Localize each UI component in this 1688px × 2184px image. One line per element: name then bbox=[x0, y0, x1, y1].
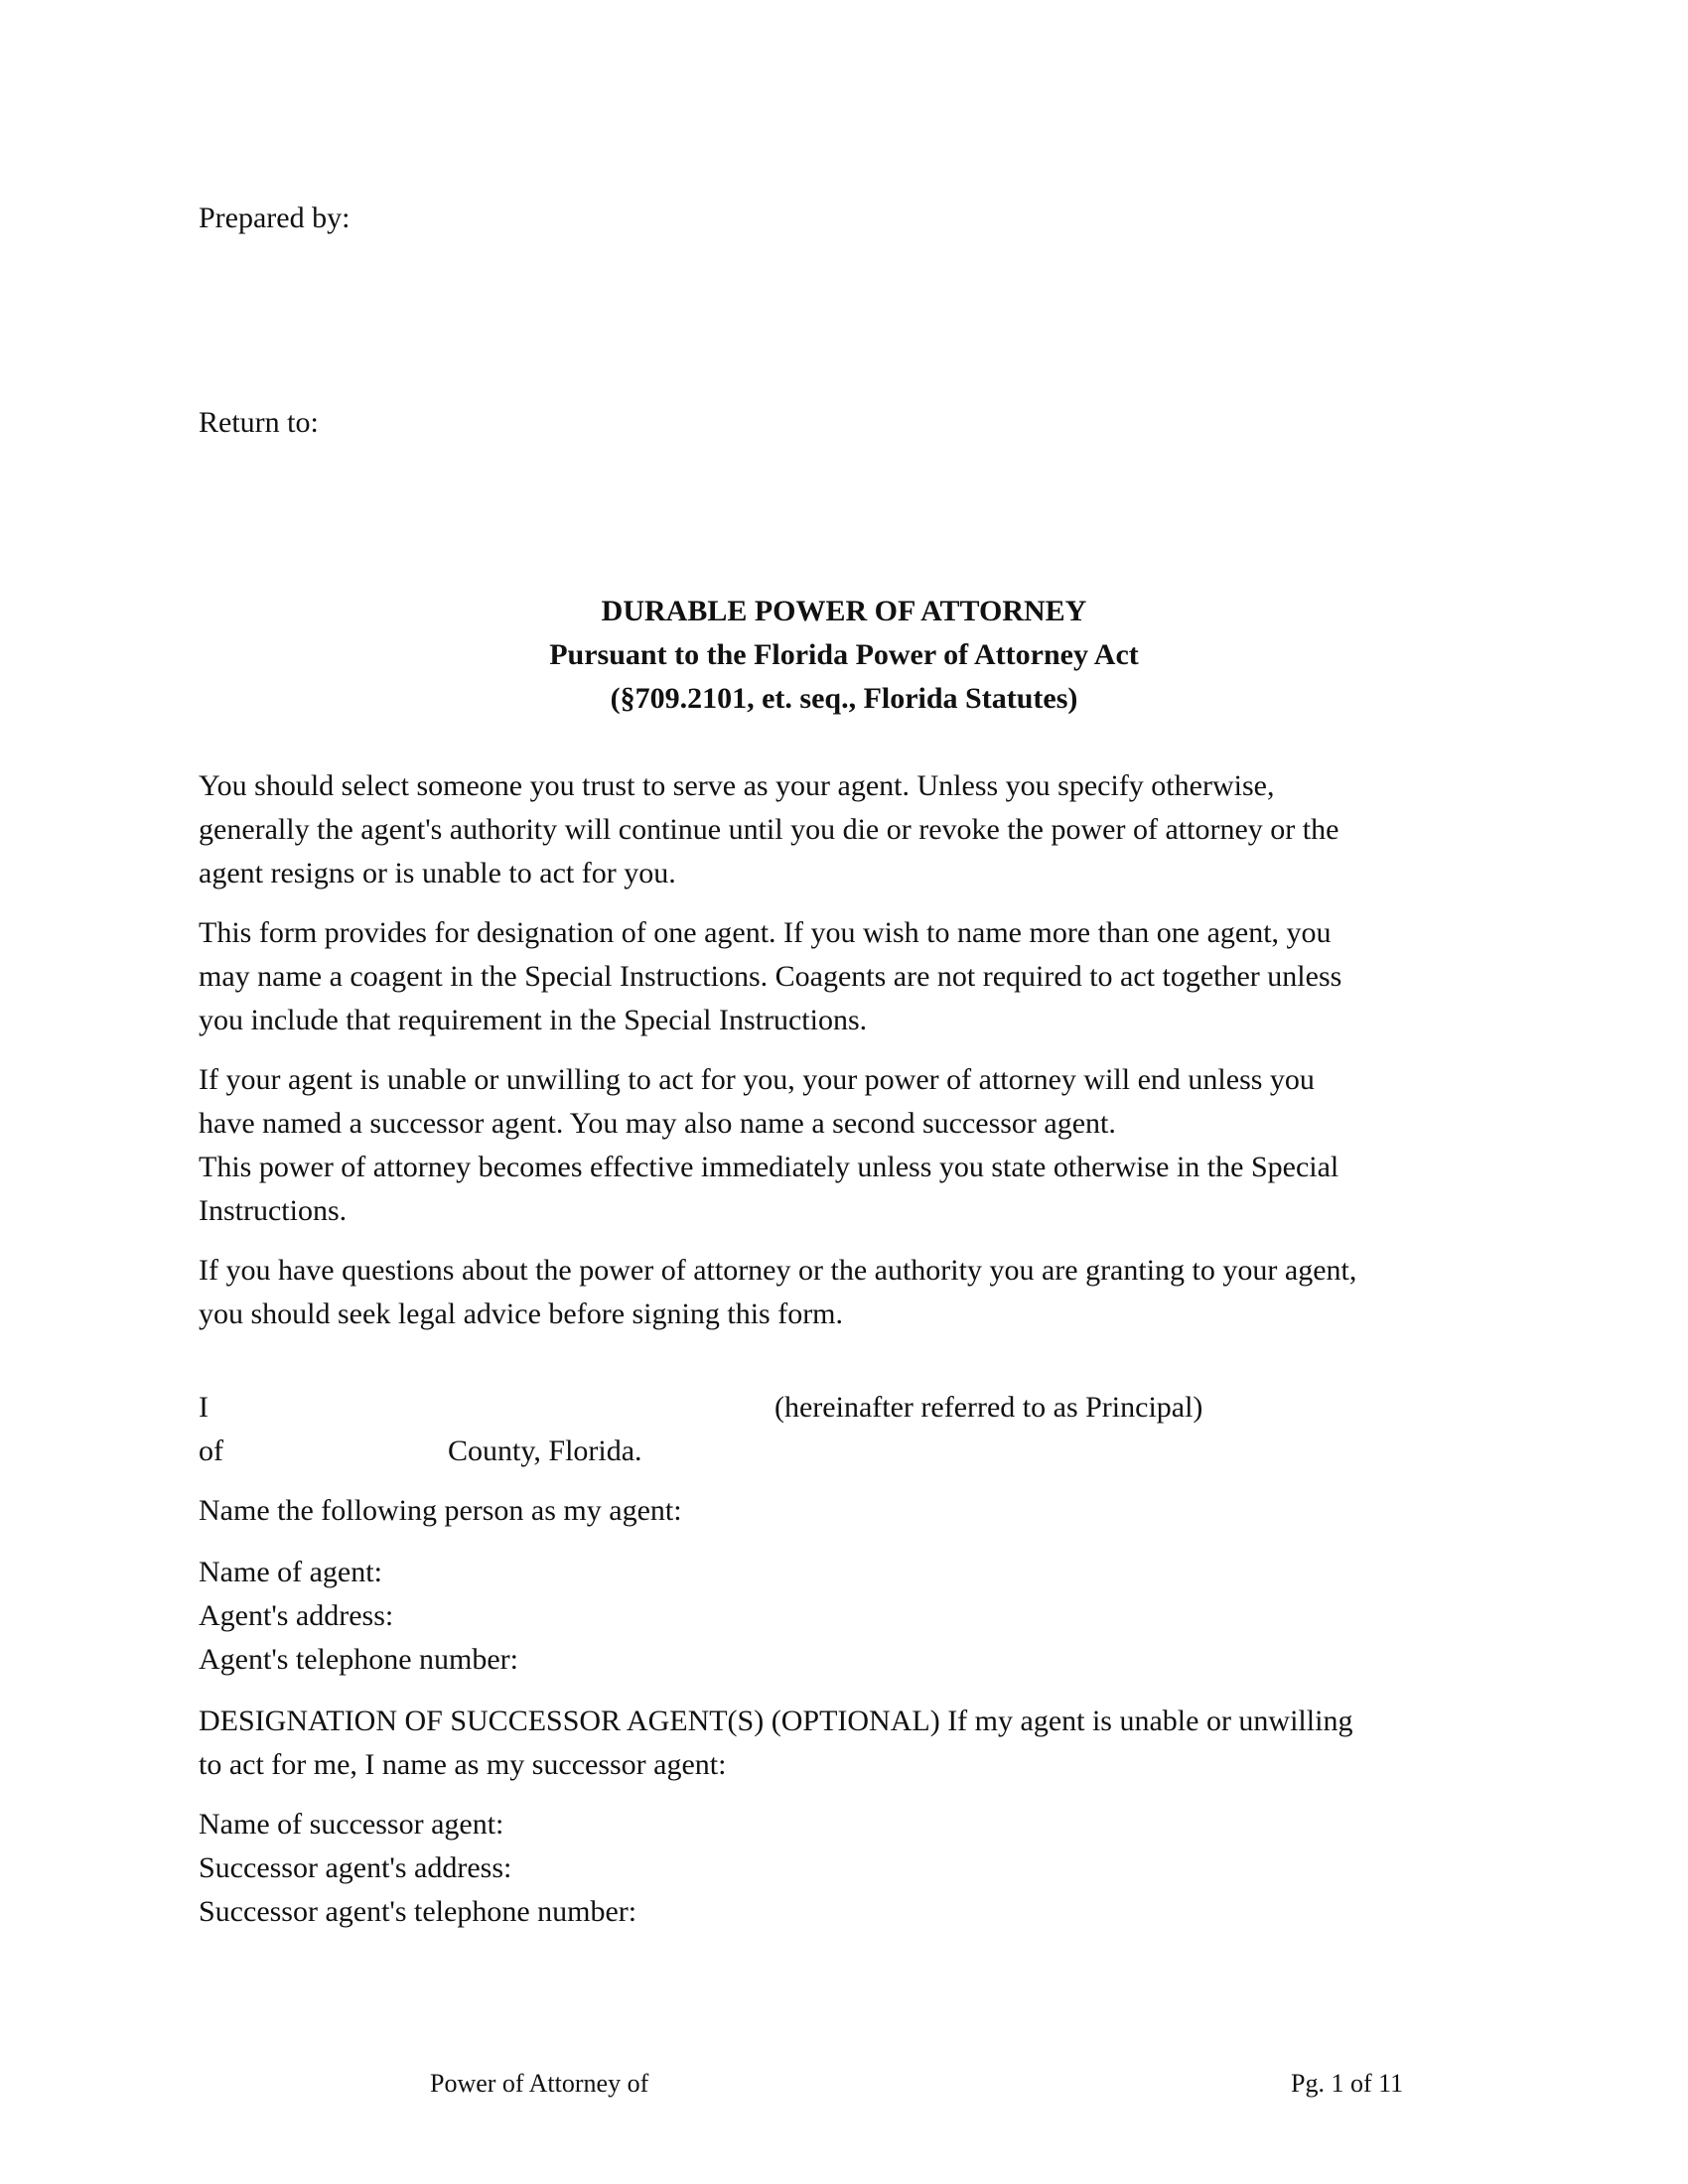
agent-name-label: Name of agent: bbox=[199, 1556, 382, 1588]
paragraph-line: If you have questions about the power of attorney or the authority you are granting to your agent, bbox=[199, 1254, 1357, 1287]
paragraph-line: This form provides for designation of one agent. If you wish to name more than one agent, you bbox=[199, 916, 1332, 949]
agent-intro: Name the following person as my agent: bbox=[199, 1494, 682, 1527]
principal-hereinafter: (hereinafter referred to as Principal) bbox=[774, 1391, 1203, 1424]
paragraph-legal-advice bbox=[199, 1249, 1356, 1336]
agent-phone-label: Agent's telephone number: bbox=[199, 1643, 518, 1676]
principal-of-label: of bbox=[199, 1434, 223, 1467]
successor-name-label: Name of successor agent: bbox=[199, 1808, 504, 1841]
paragraph-line: Instructions. bbox=[199, 1194, 348, 1227]
footer-left: Power of Attorney of bbox=[430, 2069, 649, 2098]
successor-address-label: Successor agent's address: bbox=[199, 1851, 512, 1884]
principal-county: County, Florida. bbox=[448, 1434, 642, 1467]
paragraph-line: may name a coagent in the Special Instructions. Coagents are not required to act together unless bbox=[199, 960, 1342, 993]
paragraph-line: generally the agent's authority will continue until you die or revoke the power of attorney or the bbox=[199, 813, 1339, 846]
document-title: DURABLE POWER OF ATTORNEY bbox=[601, 595, 1087, 627]
paragraph-line: you should seek legal advice before signing this form. bbox=[199, 1297, 844, 1330]
document-subtitle: Pursuant to the Florida Power of Attorney Act bbox=[549, 638, 1139, 671]
successor-designation bbox=[199, 1700, 1352, 1787]
paragraph-line: DESIGNATION OF SUCCESSOR AGENT(S) (OPTIONAL) If my agent is unable or unwilling bbox=[199, 1705, 1353, 1737]
paragraph-line: This power of attorney becomes effective immediately unless you state otherwise in the Special bbox=[199, 1151, 1339, 1183]
paragraph-line: You should select someone you trust to serve as your agent. Unless you specify otherwise, bbox=[199, 769, 1275, 802]
return-to-label: Return to: bbox=[199, 406, 319, 439]
footer-page-number: Pg. 1 of 11 bbox=[1291, 2069, 1404, 2098]
paragraph-line: have named a successor agent. You may also name a second successor agent. bbox=[199, 1107, 1116, 1140]
prepared-by-label: Prepared by: bbox=[199, 202, 351, 234]
principal-i-label: I bbox=[199, 1391, 209, 1424]
statute-reference: (§709.2101, et. seq., Florida Statutes) bbox=[610, 682, 1078, 715]
paragraph-line: to act for me, I name as my successor agent: bbox=[199, 1748, 727, 1781]
paragraph-line: If your agent is unable or unwilling to act for you, your power of attorney will end unless you bbox=[199, 1063, 1315, 1096]
paragraph-agent-selection bbox=[199, 764, 1338, 895]
paragraph-successor-effective bbox=[199, 1058, 1338, 1233]
successor-phone-label: Successor agent's telephone number: bbox=[199, 1895, 637, 1928]
paragraph-line: agent resigns or is unable to act for you. bbox=[199, 857, 676, 889]
agent-address-label: Agent's address: bbox=[199, 1599, 394, 1632]
paragraph-coagent bbox=[199, 911, 1341, 1042]
paragraph-line: you include that requirement in the Special Instructions. bbox=[199, 1004, 868, 1036]
